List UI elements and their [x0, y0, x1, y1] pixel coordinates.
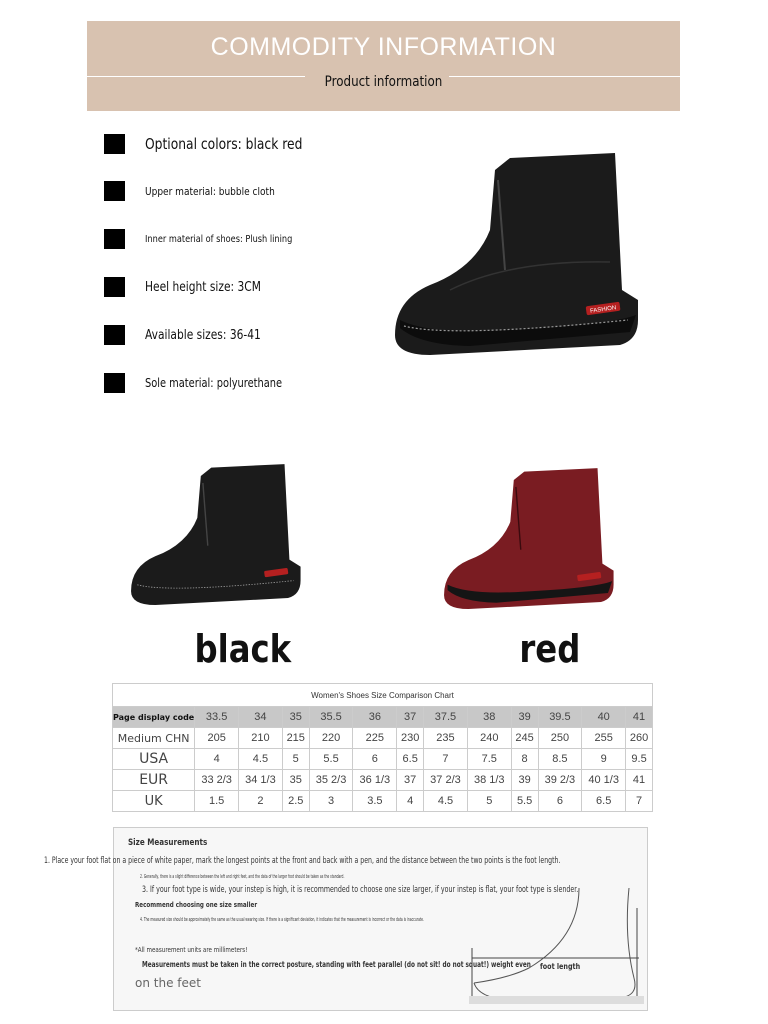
units-note: *All measurement units are millimeters!: [135, 946, 248, 954]
row-label: Medium CHN: [113, 728, 195, 749]
recommendation-text: Recommend choosing one size smaller: [135, 901, 258, 909]
size-cell: 5.5: [309, 749, 353, 770]
size-chart-row: [113, 749, 653, 770]
spec-label: Available sizes: 36-41: [145, 327, 261, 343]
spec-item: [104, 325, 286, 345]
size-cell: 6: [353, 749, 397, 770]
size-cell: 240: [467, 728, 511, 749]
size-cell: 3.5: [353, 791, 397, 812]
size-cell: 35: [282, 770, 309, 791]
size-cell: 3: [309, 791, 353, 812]
size-cell: 225: [353, 728, 397, 749]
measurement-step-3: 3. If your foot type is wide, your instep is high, it is recommended to choose one size larger, if your instep is flat, your foot type is slender.: [142, 885, 579, 895]
boot-image-red: [437, 466, 622, 616]
size-chart-row: [113, 770, 653, 791]
size-cell: 37: [397, 770, 424, 791]
page-subtitle: Product information: [324, 74, 443, 90]
bullet-square-icon: [104, 277, 125, 297]
spec-item: [104, 229, 325, 249]
size-cell: 34 1/3: [239, 770, 283, 791]
size-chart-row: [113, 791, 653, 812]
size-cell: 6: [538, 791, 582, 812]
spec-label: Sole material: polyurethane: [145, 376, 283, 390]
size-cell: 37: [397, 707, 424, 728]
size-cell: 39: [511, 707, 538, 728]
row-label: UK: [113, 791, 195, 812]
size-cell: 210: [239, 728, 283, 749]
size-cell: 35.5: [309, 707, 353, 728]
size-cell: 260: [626, 728, 653, 749]
size-cell: 38 1/3: [467, 770, 511, 791]
size-cell: 41: [626, 707, 653, 728]
boot-image-black: [124, 462, 309, 612]
spec-item: [104, 277, 286, 297]
size-chart-row: [113, 707, 653, 728]
size-cell: 235: [424, 728, 468, 749]
size-cell: 39 2/3: [538, 770, 582, 791]
page-title: COMMODITY INFORMATION: [210, 33, 557, 61]
size-cell: 4: [397, 791, 424, 812]
size-cell: 37 2/3: [424, 770, 468, 791]
size-cell: 215: [282, 728, 309, 749]
size-cell: 7.5: [467, 749, 511, 770]
foot-length-label: foot length: [540, 962, 581, 971]
spec-label: Optional colors: black red: [145, 135, 303, 153]
size-cell: 220: [309, 728, 353, 749]
size-cell: 7: [424, 749, 468, 770]
size-cell: 7: [626, 791, 653, 812]
size-cell: 5: [282, 749, 309, 770]
size-cell: 4.5: [239, 749, 283, 770]
bullet-square-icon: [104, 325, 125, 345]
measurements-title: Size Measurements: [128, 838, 208, 848]
size-cell: 40: [582, 707, 626, 728]
spec-item: [104, 134, 337, 154]
size-chart-table: [112, 683, 653, 812]
size-cell: 35: [282, 707, 309, 728]
row-label: EUR: [113, 770, 195, 791]
size-cell: 9.5: [626, 749, 653, 770]
size-cell: 5.5: [511, 791, 538, 812]
size-cell: 39: [511, 770, 538, 791]
boot-image-main: [390, 150, 645, 365]
measurement-step-1: 1. Place your foot flat on a piece of white paper, mark the longest points at the front and back with a pen, and the distance between the two points is the foot length.: [44, 856, 561, 866]
row-label: USA: [113, 749, 195, 770]
size-cell: 4: [195, 749, 239, 770]
size-cell: 38: [467, 707, 511, 728]
spec-label: Heel height size: 3CM: [145, 279, 261, 295]
size-cell: 6.5: [397, 749, 424, 770]
size-cell: 2.5: [282, 791, 309, 812]
size-cell: 37.5: [424, 707, 468, 728]
size-cell: 39.5: [538, 707, 582, 728]
size-cell: 8: [511, 749, 538, 770]
size-cell: 33.5: [195, 707, 239, 728]
color-label-black: black: [194, 627, 292, 671]
bullet-square-icon: [104, 134, 125, 154]
measurement-step-4: 4. The measured size should be approximately the same as the usual wearing size. If there is a significant deviation, it indicates that the measurement is incorrect or the data is inaccurate.: [140, 917, 424, 923]
size-cell: 245: [511, 728, 538, 749]
size-cell: 6.5: [582, 791, 626, 812]
posture-note: Measurements must be taken in the correct posture, standing with feet parallel (do not sit! do not squat!) weight even: [142, 960, 531, 969]
spec-label: Upper material: bubble cloth: [145, 184, 275, 198]
size-cell: 34: [239, 707, 283, 728]
size-cell: 255: [582, 728, 626, 749]
size-cell: 4.5: [424, 791, 468, 812]
size-cell: 33 2/3: [195, 770, 239, 791]
size-cell: 8.5: [538, 749, 582, 770]
size-cell: 40 1/3: [582, 770, 626, 791]
size-cell: 9: [582, 749, 626, 770]
size-cell: 205: [195, 728, 239, 749]
measurement-step-2: 2. Generally, there is a slight difference between the left and right feet, and the data of the larger foot should be taken as the standard.: [140, 874, 345, 880]
foot-diagram-icon: [469, 878, 649, 1008]
boot-brand-label: FASHION: [589, 305, 617, 315]
row-label: Page display code: [113, 707, 195, 728]
spec-label: Inner material of shoes: Plush lining: [145, 233, 293, 245]
size-cell: 36 1/3: [353, 770, 397, 791]
bullet-square-icon: [104, 229, 125, 249]
size-cell: 41: [626, 770, 653, 791]
bullet-square-icon: [104, 181, 125, 201]
size-cell: 35 2/3: [309, 770, 353, 791]
color-label-red: red: [519, 627, 581, 671]
spec-item: [104, 373, 312, 393]
size-cell: 5: [467, 791, 511, 812]
size-chart-caption: Women's Shoes Size Comparison Chart: [113, 684, 653, 707]
size-cell: 1.5: [195, 791, 239, 812]
spec-item: [104, 181, 303, 201]
posture-note-continued: on the feet: [135, 976, 201, 990]
size-cell: 230: [397, 728, 424, 749]
size-cell: 250: [538, 728, 582, 749]
size-cell: 2: [239, 791, 283, 812]
size-chart-row: [113, 728, 653, 749]
size-cell: 36: [353, 707, 397, 728]
header-banner: [87, 21, 680, 111]
bullet-square-icon: [104, 373, 125, 393]
